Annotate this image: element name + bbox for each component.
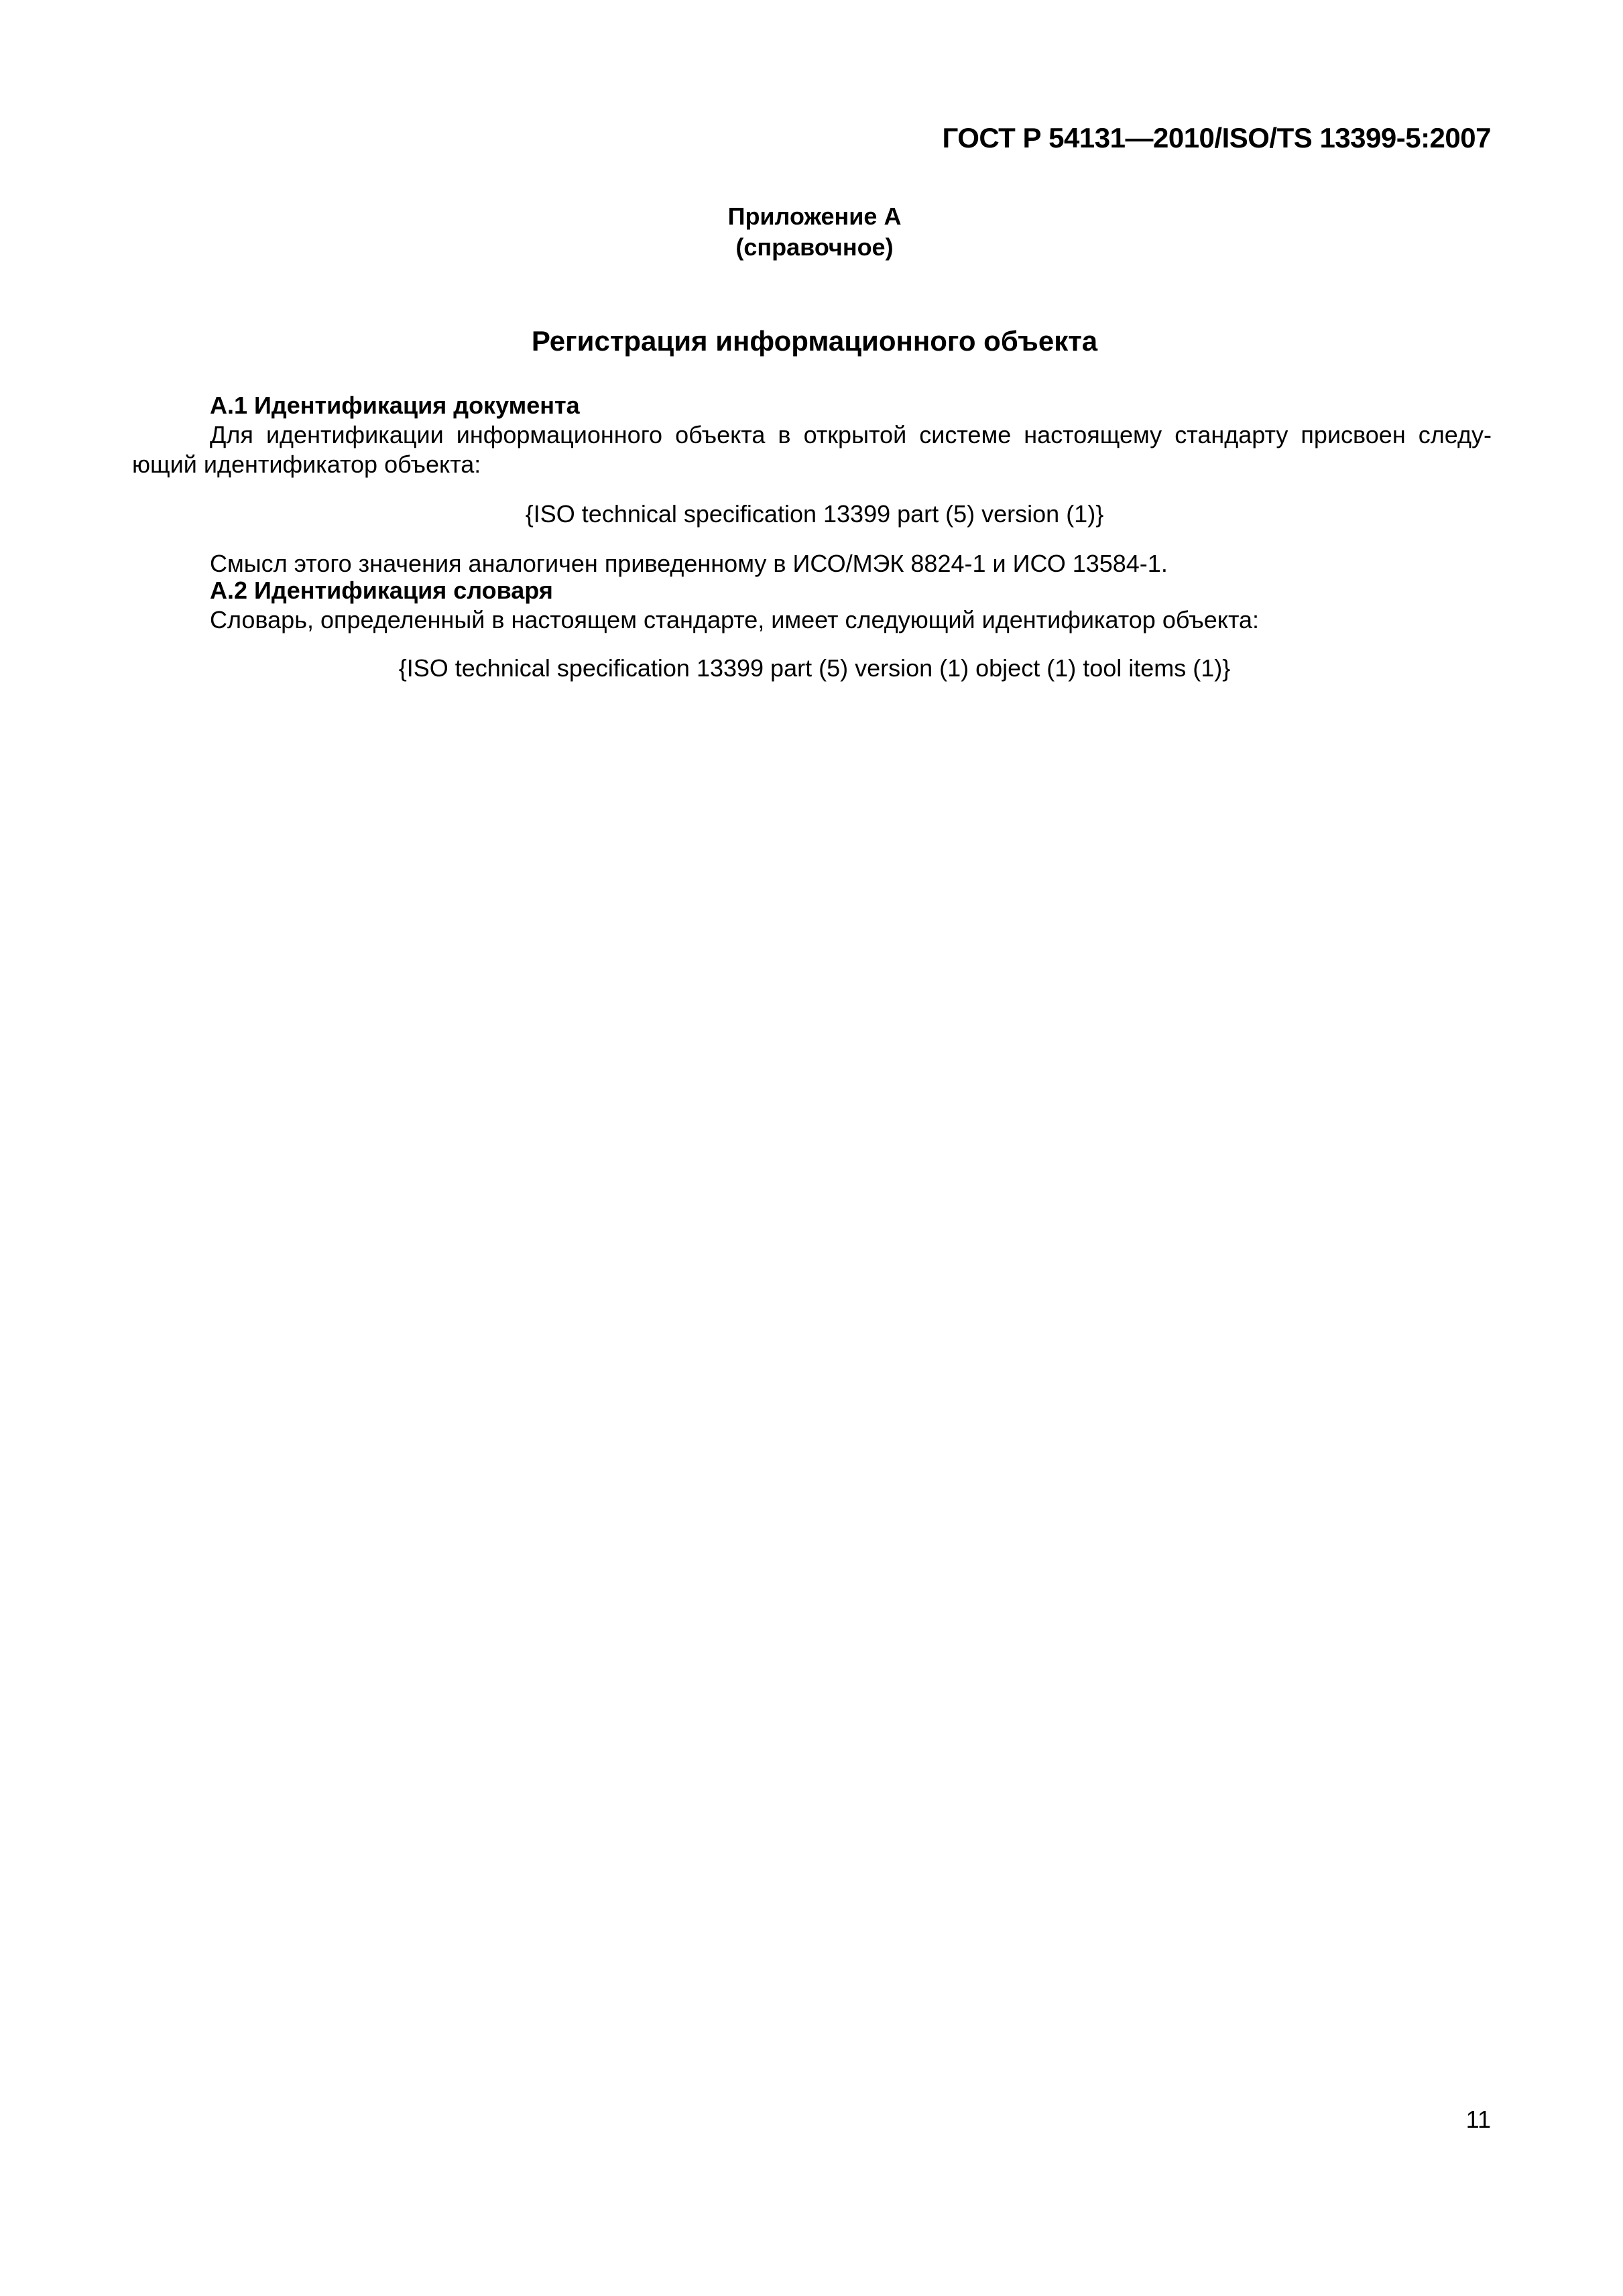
- document-title: Регистрация информационного объекта: [531, 325, 1098, 357]
- standard-code-header: ГОСТ Р 54131—2010/ISO/TS 13399-5:2007: [942, 122, 1491, 154]
- section-a1-paragraph-line-1: Для идентификации информационного объекта в открытой системе настоящему стандарту присвоен следу-: [210, 421, 1492, 448]
- section-a2-heading: А.2 Идентификация словаря: [210, 577, 553, 604]
- annex-title: Приложение А: [727, 202, 902, 230]
- annex-type: (справочное): [735, 233, 894, 261]
- section-a1-paragraph-line-2: ющий идентификатор объекта:: [132, 450, 481, 478]
- section-a2-object-identifier: {ISO technical specification 13399 part (5) version (1) object (1) tool items (1)}: [398, 654, 1231, 682]
- section-a1-object-identifier: {ISO technical specification 13399 part (5) version (1)}: [525, 500, 1104, 528]
- section-a1-note: Смысл этого значения аналогичен приведенному в ИСО/МЭК 8824-1 и ИСО 13584-1.: [210, 550, 1168, 577]
- section-a1-heading: А.1 Идентификация документа: [210, 391, 580, 419]
- section-a2-paragraph-line-1: Словарь, определенный в настоящем стандарте, имеет следующий идентификатор объекта:: [210, 606, 1260, 633]
- page-number: 11: [1465, 2106, 1491, 2133]
